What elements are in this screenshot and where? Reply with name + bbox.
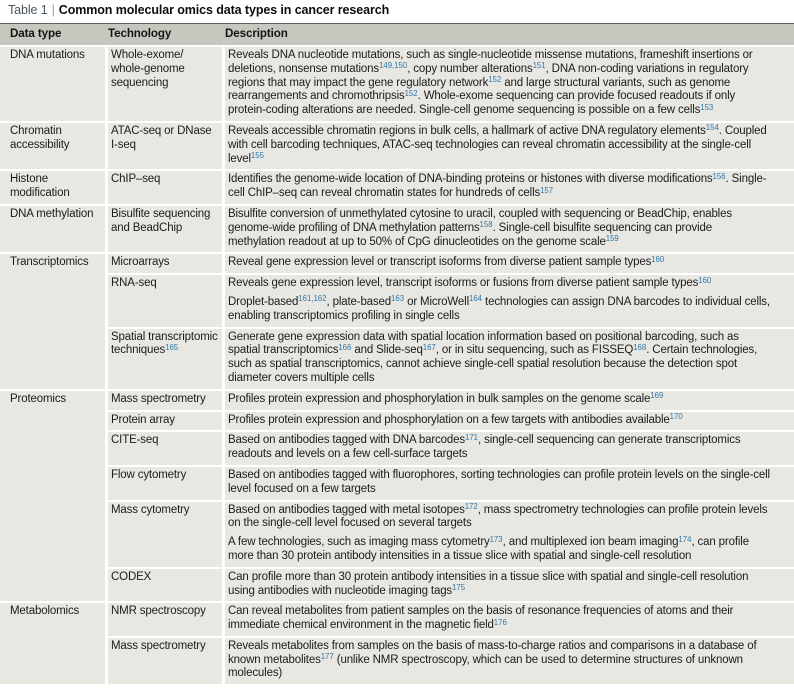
citation-reference[interactable]: 173 [489,534,503,544]
citation-reference[interactable]: 151 [532,61,546,71]
technology-cell: Mass spectrometry [105,391,222,410]
title-separator: | [51,3,55,17]
description-cell [222,603,794,636]
table-header-row [0,23,794,45]
column-header-description: Description [225,27,288,40]
table-group [0,123,794,169]
description-paragraph: Based on antibodies tagged with metal isotopes$^{172}$, mass spectrometry technologies can profile protein levels on the single-cell level focused on several targets [228,502,768,530]
description-cell [222,465,794,500]
citation-reference[interactable]: 158 [479,220,493,230]
citation-reference[interactable]: 149,150 [379,61,408,71]
citation-reference[interactable]: 176 [493,617,507,627]
technology-cell: Microarrays [105,254,222,273]
description-cell [222,273,794,326]
description-paragraph: Profiles protein expression and phosphorylation in bulk samples on the genome scale$^{169}$ [228,391,664,405]
description-paragraph: Reveals gene expression level, transcript isoforms or fusions from diverse patient sample types$^{160}$ [228,275,712,290]
citation-reference[interactable]: 168 [633,342,647,352]
table-group [0,254,794,388]
citation-reference[interactable]: 167 [422,342,436,352]
description-paragraph: Profiles protein expression and phosphorylation on a few targets with antibodies available$^{170}$ [228,412,683,426]
table-group [0,171,794,204]
citation-reference[interactable]: 153 [700,102,714,112]
technology-cell: Mass cytometry [105,500,222,567]
description-cell [222,206,794,252]
column-header-technology: Technology [108,27,172,40]
citation-reference[interactable]: 157 [540,185,554,195]
description-cell [222,171,794,204]
description-paragraph: Droplet-based$^{161,162}$, plate-based$^{163}$ or MicroWell$^{164}$ technologies can assign DNA barcodes to individual cells, enabling transcriptomics profiling in single cells [228,294,770,322]
data-type-cell: Transcriptomics [0,254,105,388]
citation-reference[interactable]: 166 [338,342,352,352]
citation-reference[interactable]: 160 [698,275,712,285]
description-paragraph: Identifies the genome-wide location of DNA-binding proteins or histones with diverse modifications$^{156}$. Single-cell ChIP–seq can reveal chromatin states for hundreds of cells$^{157}$ [228,171,767,200]
technology-cell: ChIP–seq [105,171,222,204]
description-paragraph: Generate gene expression data with spatial location information based on positional barcoding, such as spatial transcriptomics$^{166}$ and Slide-seq$^{167}$, or in situ sequencing, such as FISSEQ$^{168}$. Certain technologies, such as spatial transcriptomics, cannot achieve single-cell spatial resolution because the detection spot diameter covers multiple cells [228,330,758,384]
citation-reference[interactable]: 160 [651,254,665,264]
description-paragraph: Can reveal metabolites from patient samples on the basis of resonance frequencies of atoms and their immediate chemical environment in the magnetic field$^{176}$ [228,605,734,632]
citation-reference[interactable]: 154 [705,123,719,133]
citation-reference[interactable]: 155 [250,151,264,161]
description-cell [222,567,794,602]
technology-cell: CODEX [105,567,222,602]
citation-reference[interactable]: 172 [464,502,478,512]
description-paragraph: Based on antibodies tagged with fluorophores, sorting technologies can profile protein levels on the single-cell level focused on a few targets [228,468,770,495]
citation-reference[interactable]: 152 [404,88,418,98]
citation-reference[interactable]: 171 [464,432,478,442]
table-group [0,391,794,602]
citation-reference[interactable]: 165 [165,342,179,352]
table-title [0,0,794,23]
data-type-cell: Proteomics [0,391,105,602]
description-cell [222,430,794,465]
technology-cell: Whole-exome/ whole-genome sequencing [105,47,222,121]
technology-cell: CITE-seq [105,430,222,465]
technology-cell: Flow cytometry [105,465,222,500]
technology-cell: Mass spectrometry [105,636,222,684]
table-group [0,206,794,252]
citation-reference[interactable]: 152 [488,75,502,85]
data-type-cell: Chromatin accessibility [0,123,105,169]
citation-reference[interactable]: 159 [605,234,619,244]
technology-cell: NMR spectroscopy [105,603,222,636]
description-paragraph: Reveals metabolites from samples on the basis of mass-to-charge ratios and comparisons in a database of known metabolites$^{177}$ (unlike NMR spectroscopy, which can be used to determine structures of unknown molecules) [228,639,757,680]
column-header-data-type: Data type [10,27,62,40]
table-title-text: Common molecular omics data types in cancer research [58,3,390,17]
citation-reference[interactable]: 170 [669,412,683,422]
description-paragraph: Reveal gene expression level or transcript isoforms from diverse patient sample types$^{160}$ [228,254,665,269]
description-paragraph: Reveals accessible chromatin regions in bulk cells, a hallmark of active DNA regulatory elements$^{154}$. Coupled with cell barcoding techniques, ATAC-seq technologies can reveal chromatin accessibility at the single-cell level$^{155}$ [228,123,767,165]
data-type-cell: DNA methylation [0,206,105,252]
description-paragraph: Can profile more than 30 protein antibody intensities in a tissue slice with spatial and single-cell resolution using antibodies with nucleotide imaging tags$^{175}$ [228,570,749,597]
description-cell [222,391,794,410]
technology-cell: Spatial transcriptomic techniques$^{165}$ [105,327,222,389]
table-body [0,47,794,684]
description-cell [222,254,794,273]
table-group [0,47,794,121]
description-cell [222,636,794,684]
data-type-cell: DNA mutations [0,47,105,121]
technology-cell: Bisulfite sequencing and BeadChip [105,206,222,252]
citation-reference[interactable]: 161,162 [298,294,327,304]
data-type-cell: Histone modification [0,171,105,204]
citation-reference[interactable]: 156 [712,171,726,181]
description-paragraph: A few technologies, such as imaging mass cytometry$^{173}$, and multiplexed ion beam imaging$^{174}$, can profile more than 30 protein antibody intensities in a tissue slice with spatial and single-cell resolution [228,534,749,562]
citation-reference[interactable]: 175 [452,583,466,592]
citation-reference[interactable]: 164 [468,294,482,304]
description-cell [222,123,794,169]
technology-cell: RNA-seq [105,273,222,326]
citation-reference[interactable]: 163 [391,294,405,304]
description-paragraph: Based on antibodies tagged with DNA barcodes$^{171}$, single-cell sequencing can generate transcriptomics readouts and levels on a few cell-surface targets [228,432,741,461]
description-cell [222,327,794,389]
table-number: Table 1 [8,3,48,17]
description-cell [222,47,794,121]
technology-cell: ATAC-seq or DNase I-seq [105,123,222,169]
citation-reference[interactable]: 177 [320,652,334,662]
data-type-cell: Metabolomics [0,603,105,684]
description-paragraph: Reveals DNA nucleotide mutations, such as single-nucleotide missense mutations, frameshift insertions or deletions, nonsense mutations$^{149,150}$, copy number alterations$^{151}$, DNA non-coding variations in regulatory regions that may impact the gene regulatory network$^{152}$ and large structural variants, such as genome rearrangements and chromothripsis$^{152}$. Whole-exome sequencing can provide focused readouts if only protein-coding alterations are needed. Single-cell genome sequencing is possible on a few cells$^{153}$ [228,49,753,117]
citation-reference[interactable]: 174 [678,534,692,544]
description-paragraph: Bisulfite conversion of unmethylated cytosine to uracil, coupled with sequencing or BeadChip, enables genome-wide profiling of DNA methylation patterns$^{158}$. Single-cell bisulfite sequencing can provide methylation readout at up to 50% of CpG dinucleotides on the genome scale$^{159}$ [228,207,732,248]
description-cell [222,500,794,567]
citation-reference[interactable]: 169 [650,391,664,401]
table-group [0,603,794,684]
description-cell [222,410,794,431]
technology-cell: Protein array [105,410,222,431]
